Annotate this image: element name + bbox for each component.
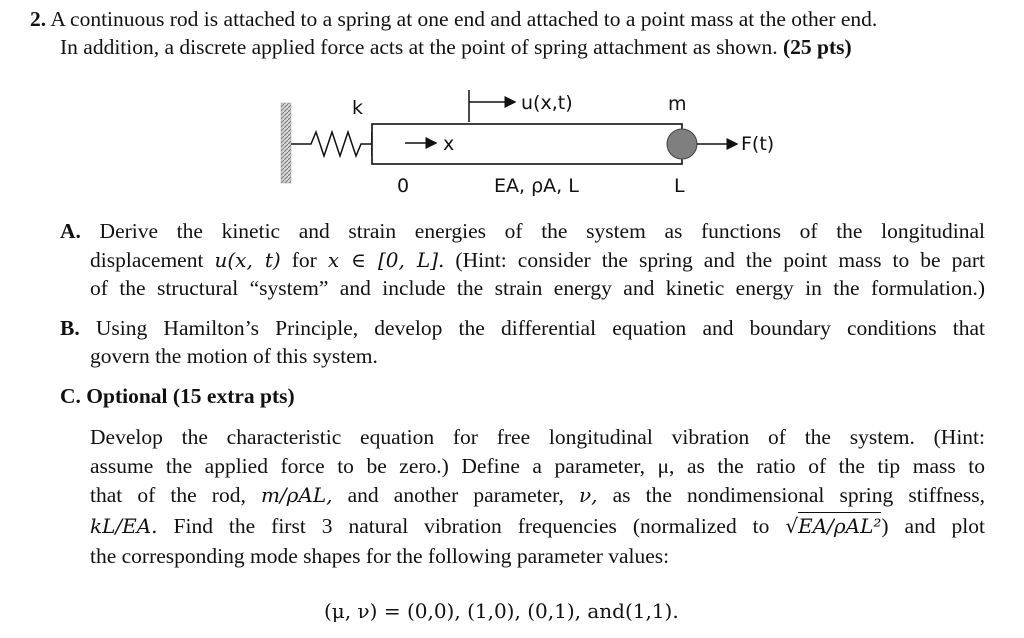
- spring: [291, 132, 372, 156]
- part-c-text-3a: that of the rod,: [90, 483, 246, 507]
- spring-label: k: [352, 97, 364, 119]
- force-label: F(t): [741, 133, 775, 155]
- part-b-letter: B.: [60, 316, 80, 340]
- rod: [372, 124, 682, 164]
- part-c-line-4: [90, 512, 985, 540]
- problem-points: (25 pts): [783, 35, 852, 59]
- part-c-text-5: the corresponding mode shapes for the following parameter values:: [90, 544, 670, 568]
- part-a-line-3: [90, 274, 985, 302]
- fixed-wall: [281, 103, 291, 183]
- part-c-heading: C. Optional (15 extra pts): [60, 384, 295, 408]
- part-c-line-1: [90, 423, 985, 451]
- parameter-values-equation: (μ, ν) = (0,0), (1,0), (0,1), and(1,1).: [324, 599, 679, 623]
- coordinate-label: x: [443, 133, 455, 155]
- part-b-text-1: Using Hamilton’s Principle, develop the differential equation and boundary conditions that: [95, 316, 986, 340]
- part-c-text-2: assume the applied force to be zero.) Define a parameter, μ, as the ratio of the tip mass to: [90, 454, 985, 478]
- mass-ratio-expr: m/ρAL,: [260, 483, 333, 507]
- part-a-letter: A.: [60, 219, 81, 243]
- stiffness-ratio-expr: kL/EA.: [90, 514, 158, 538]
- part-a-text-2b: for: [291, 248, 317, 272]
- part-a-line-2: [90, 246, 985, 274]
- end-label: L: [674, 175, 685, 197]
- part-a-text-3: of the structural “system” and include the strain energy and kinetic energy in the formulation.): [90, 276, 985, 300]
- domain-set: x ∈ [0, L].: [327, 248, 445, 272]
- sqrt-radicand: EA/ρAL²: [798, 514, 882, 538]
- part-c-text-3b: and another parameter,: [347, 483, 564, 507]
- part-c-line-3: [90, 481, 985, 509]
- nu-symbol: ν,: [578, 483, 598, 507]
- part-c-text-1: Develop the characteristic equation for free longitudinal vibration of the system. (Hint:: [90, 425, 985, 449]
- mass-label: m: [668, 93, 687, 115]
- rod-properties-label: EA, ρA, L: [494, 175, 579, 197]
- part-a-line-1: [60, 217, 985, 245]
- normalization-sqrt: [785, 512, 985, 538]
- rod-spring-mass-diagram: [0, 0, 1024, 210]
- origin-label: 0: [397, 175, 410, 197]
- displacement-label: u(x,t): [521, 92, 573, 114]
- sqrt-sign: √: [785, 514, 799, 538]
- part-a-text-1: Derive the kinetic and strain energies of the system as functions of the longitudinal: [99, 219, 985, 243]
- part-c-line-2: [90, 452, 985, 480]
- part-c-text-3c: as the nondimensional spring stiffness,: [612, 483, 986, 507]
- part-c-line-5: [90, 542, 669, 570]
- problem-statement-1: A continuous rod is attached to a spring at one end and attached to a point mass at the other end.: [50, 7, 878, 31]
- part-b-line-2: [90, 342, 378, 370]
- part-a-text-2c: (Hint: consider the spring and the point mass to be part: [455, 248, 986, 272]
- part-c-text-4: Find the first 3 natural vibration frequencies (normalized to: [173, 514, 770, 538]
- part-b-text-2: govern the motion of this system.: [90, 344, 378, 368]
- problem-statement-2: In addition, a discrete applied force acts at the point of spring attachment as shown.: [60, 35, 778, 59]
- problem-number: 2.: [30, 7, 47, 31]
- part-a-text-2a: displacement: [90, 248, 204, 272]
- part-b-line-1: [60, 314, 985, 342]
- displacement-symbol: u(x, t): [214, 248, 281, 272]
- part-c-text-4b: ) and plot: [881, 514, 986, 538]
- point-mass: [667, 129, 697, 159]
